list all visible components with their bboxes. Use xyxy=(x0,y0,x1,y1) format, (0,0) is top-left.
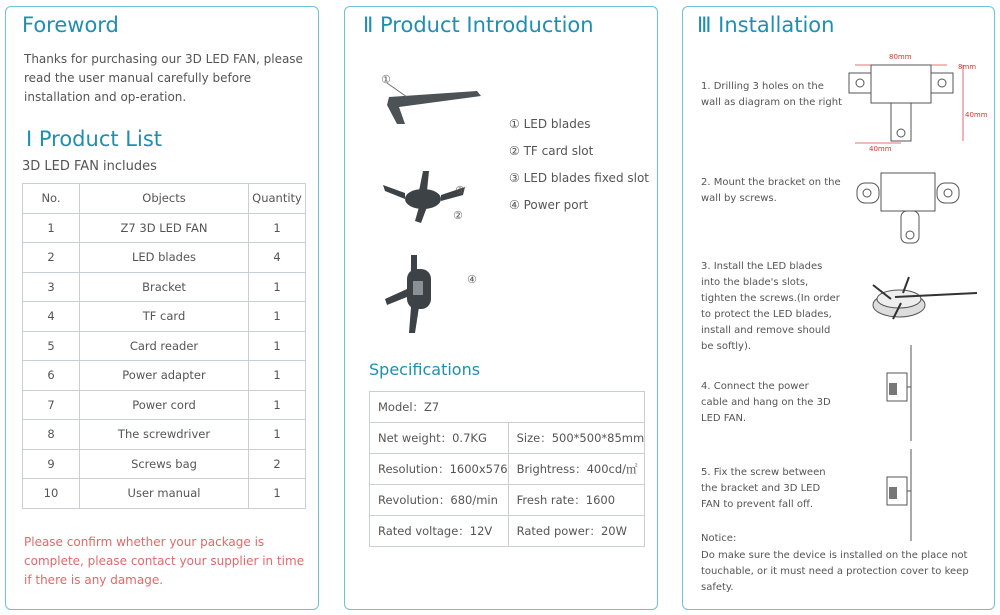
row-quantity: 1 xyxy=(249,420,306,450)
row-object: LED blades xyxy=(80,243,249,273)
legend-fixed-slot: ③ LED blades fixed slot xyxy=(509,171,650,185)
spec-cell: Resolution：1600x576 xyxy=(370,454,509,485)
row-quantity: 1 xyxy=(249,331,306,361)
table-row xyxy=(23,331,306,361)
foreword-text: Thanks for purchasing our 3D LED FAN, please read the user manual carefully before installation and op-eration. xyxy=(24,52,303,104)
fix-screw-diagram xyxy=(883,447,923,543)
step-4: 4. Connect the power cable and hang on the 3D LED FAN. xyxy=(701,381,831,424)
row-quantity: 1 xyxy=(249,213,306,243)
row-quantity: 4 xyxy=(249,243,306,273)
table-row xyxy=(23,420,306,450)
table-header-row xyxy=(23,184,306,214)
step-2: 2. Mount the bracket on the wall by screws. xyxy=(701,177,841,204)
row-quantity: 1 xyxy=(249,479,306,509)
row-quantity: 1 xyxy=(249,361,306,391)
dim-side: 40mm xyxy=(965,111,988,119)
table-row xyxy=(23,361,306,391)
callout-3: ③ xyxy=(455,184,465,197)
callout-2: ② xyxy=(453,209,463,222)
spec-cell: Fresh rate：1600 xyxy=(508,485,645,516)
table-row xyxy=(23,449,306,479)
spec-cell: Brightress：400cd/㎡ xyxy=(508,454,645,485)
row-number: 3 xyxy=(23,272,80,302)
dim-bottom: 40mm xyxy=(869,145,892,153)
callout-1: ① xyxy=(381,73,391,86)
product-list-subtitle: 3D LED FAN includes xyxy=(22,159,157,174)
row-number: 10 xyxy=(23,479,80,509)
row-quantity: 1 xyxy=(249,302,306,332)
table-row xyxy=(23,272,306,302)
table-row xyxy=(23,390,306,420)
step-5: 5. Fix the screw between the bracket and 3D LED FAN to prevent fall off. xyxy=(701,467,826,510)
row-object: Screws bag xyxy=(80,449,249,479)
row-number: 1 xyxy=(23,213,80,243)
step-1: 1. Drilling 3 holes on the wall as diagram on the right xyxy=(701,81,843,108)
row-object: Power cord xyxy=(80,390,249,420)
spec-cell: Rated power：20W xyxy=(508,516,645,547)
blade-install-diagram xyxy=(865,269,985,329)
row-object: The screwdriver xyxy=(80,420,249,450)
table-row xyxy=(23,479,306,509)
specifications-table xyxy=(369,391,645,547)
spec-cell: Net weight：0.7KG xyxy=(370,423,509,454)
table-row xyxy=(370,423,645,454)
column-header: Quantity xyxy=(249,184,306,214)
table-row xyxy=(370,454,645,485)
power-port-illustration xyxy=(381,253,461,337)
row-number: 4 xyxy=(23,302,80,332)
row-object: Bracket xyxy=(80,272,249,302)
row-number: 5 xyxy=(23,331,80,361)
notice-text: Do make sure the device is installed on the place not touchable, or it must need a protection cover to keep safety. xyxy=(701,550,969,593)
row-quantity: 1 xyxy=(249,390,306,420)
step-3: 3. Install the LED blades into the blade's slots, tighten the screws.(In order to protect the LED blades, install and remove should be softly). xyxy=(701,261,840,352)
table-row xyxy=(23,243,306,273)
specifications-title: Specifications xyxy=(369,360,481,379)
table-row xyxy=(370,485,645,516)
product-list-title: Ⅰ Product List xyxy=(26,127,162,151)
spec-cell: Revolution：680/min xyxy=(370,485,509,516)
row-object: User manual xyxy=(80,479,249,509)
product-list-table xyxy=(22,183,306,509)
spec-cell: Size：500*500*85mm xyxy=(508,423,645,454)
legend-led-blades: ① LED blades xyxy=(509,117,591,131)
column-header: Objects xyxy=(80,184,249,214)
row-object: Power adapter xyxy=(80,361,249,391)
installation-panel xyxy=(682,6,995,610)
row-number: 8 xyxy=(23,420,80,450)
row-number: 9 xyxy=(23,449,80,479)
led-blade-illustration xyxy=(377,69,487,129)
table-row xyxy=(370,516,645,547)
row-object: TF card xyxy=(80,302,249,332)
product-introduction-title: Ⅱ Product Introduction xyxy=(363,13,594,37)
confirm-note: Please confirm whether your package is complete, please contact your supplier in time if there is any damage. xyxy=(24,535,305,587)
dim-top: 80mm xyxy=(889,53,912,61)
foreword-title: Foreword xyxy=(22,13,119,37)
row-quantity: 2 xyxy=(249,449,306,479)
column-header: No. xyxy=(23,184,80,214)
row-number: 6 xyxy=(23,361,80,391)
spec-cell: Rated voltage：12V xyxy=(370,516,509,547)
row-object: Card reader xyxy=(80,331,249,361)
row-quantity: 1 xyxy=(249,272,306,302)
callout-4: ④ xyxy=(467,273,477,286)
row-number: 2 xyxy=(23,243,80,273)
hang-diagram xyxy=(883,343,923,443)
legend-power-port: ④ Power port xyxy=(509,198,589,212)
table-row xyxy=(370,392,645,423)
legend-tf-card-slot: ② TF card slot xyxy=(509,144,594,158)
foreword-panel xyxy=(5,6,319,610)
spec-model: Model：Z7 xyxy=(370,392,645,423)
row-number: 7 xyxy=(23,390,80,420)
bracket-diagram xyxy=(853,163,973,249)
table-row xyxy=(23,302,306,332)
product-introduction-panel xyxy=(344,6,658,610)
notice-title: Notice: xyxy=(701,533,737,544)
table-row xyxy=(23,213,306,243)
installation-title: Ⅲ Installation xyxy=(697,13,835,37)
dim-corner: 8mm xyxy=(958,63,977,71)
row-object: Z7 3D LED FAN xyxy=(80,213,249,243)
